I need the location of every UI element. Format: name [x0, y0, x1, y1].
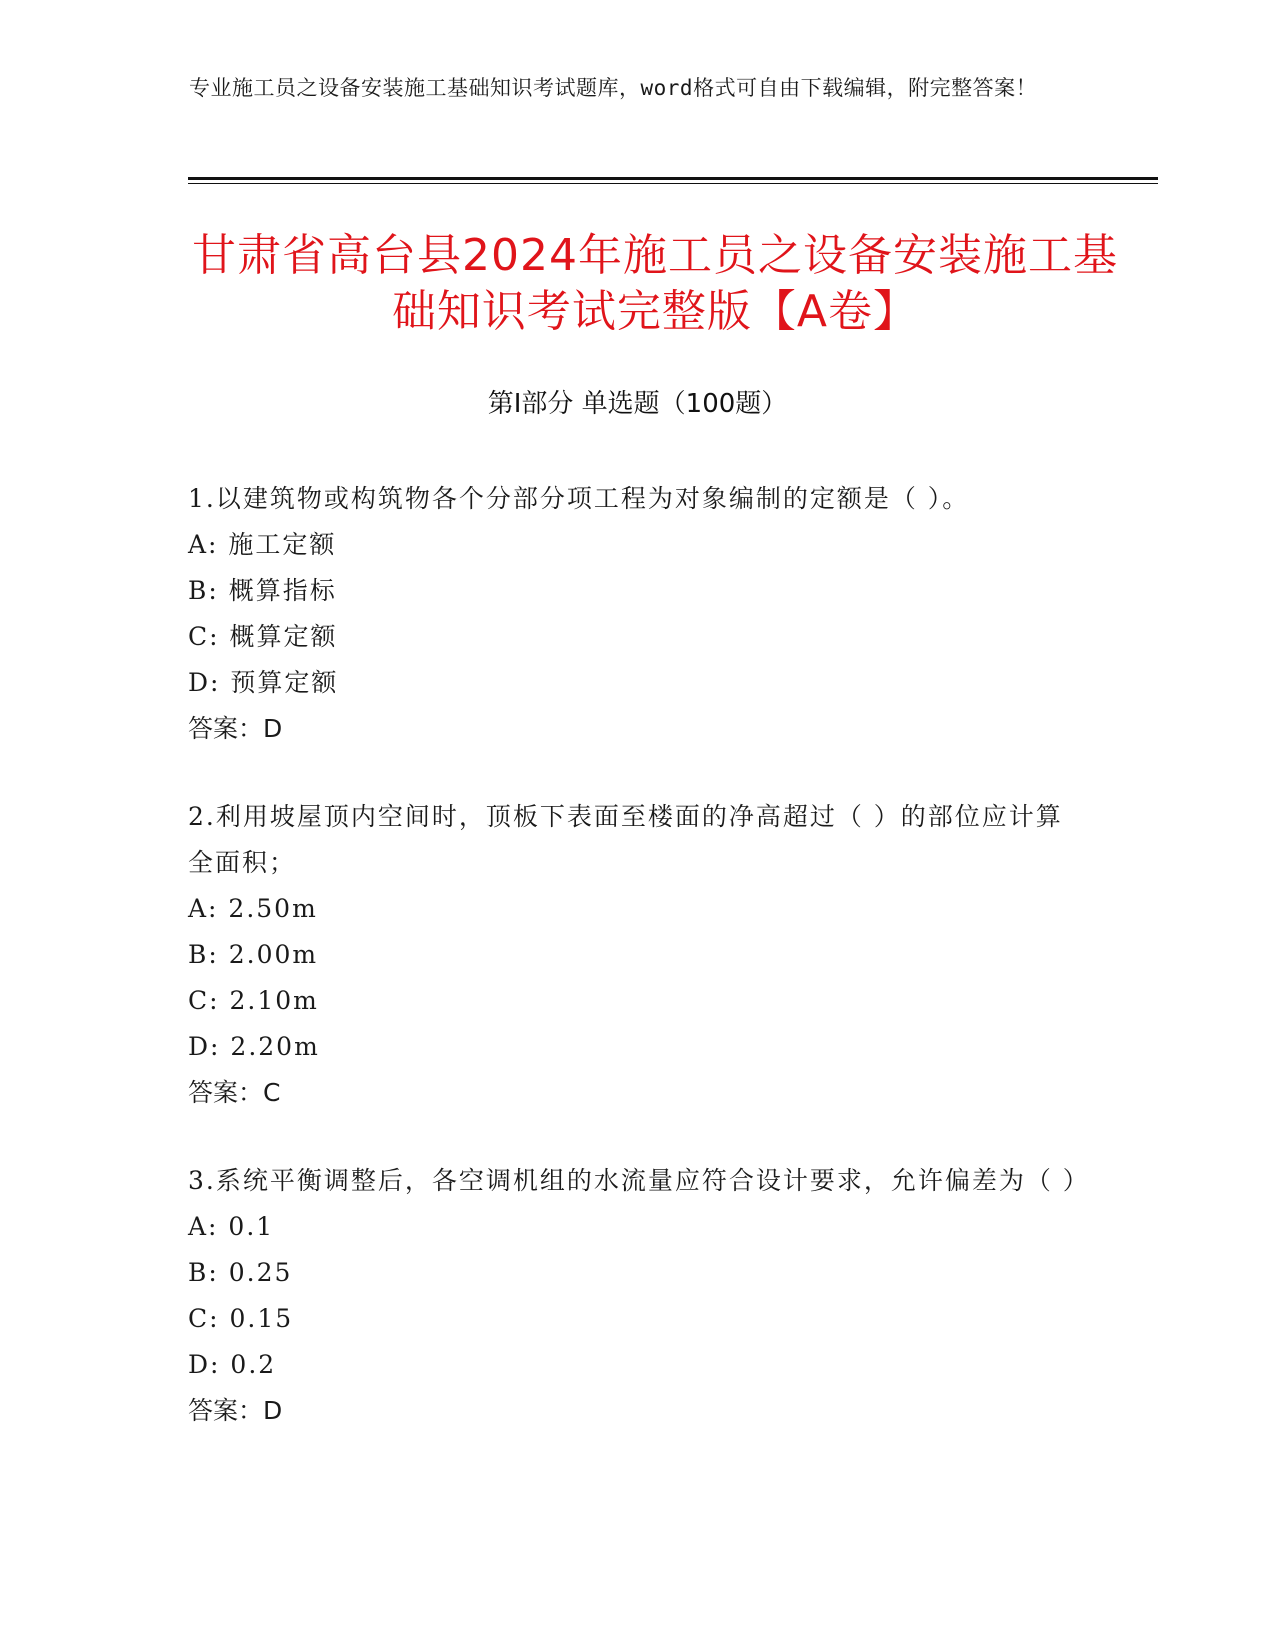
option-a: A: 2.50m: [188, 894, 318, 923]
option-b: B: 概算指标: [188, 576, 337, 605]
question-stem: 2.利用坡屋顶内空间时，顶板下表面至楼面的净高超过（ ）的部位应计算全面积；: [188, 802, 1063, 877]
question-block: [188, 476, 1088, 752]
option-a: A: 施工定额: [188, 530, 337, 559]
option-d: D: 2.20m: [188, 1032, 320, 1061]
question-block: [188, 1158, 1088, 1434]
option-d: D: 预算定额: [188, 668, 339, 697]
document-title: 甘肃省高台县2024年施工员之设备安装施工基础知识考试完整版【A卷】: [192, 230, 1118, 337]
header-divider-thick: [188, 177, 1158, 180]
option-b: B: 2.00m: [188, 940, 319, 969]
option-d: D: 0.2: [188, 1350, 277, 1379]
option-a: A: 0.1: [188, 1212, 275, 1241]
answer-line: 答案：C: [188, 1078, 281, 1107]
section-heading: 第I部分 单选题（100题）: [487, 389, 788, 419]
header-note: 专业施工员之设备安装施工基础知识考试题库，word格式可自由下载编辑，附完整答案！: [189, 76, 1038, 100]
answer-line: 答案：D: [188, 1396, 283, 1425]
question-block: [188, 794, 1088, 1116]
option-b: B: 0.25: [188, 1258, 293, 1287]
answer-line: 答案：D: [188, 714, 283, 743]
header-divider-thin: [188, 183, 1158, 184]
question-stem: 1.以建筑物或构筑物各个分部分项工程为对象编制的定额是（ ）。: [188, 484, 970, 513]
option-c: C: 概算定额: [188, 622, 338, 651]
option-c: C: 0.15: [188, 1304, 294, 1333]
question-stem: 3.系统平衡调整后，各空调机组的水流量应符合设计要求，允许偏差为（ ）: [188, 1166, 1090, 1195]
option-c: C: 2.10m: [188, 986, 319, 1015]
